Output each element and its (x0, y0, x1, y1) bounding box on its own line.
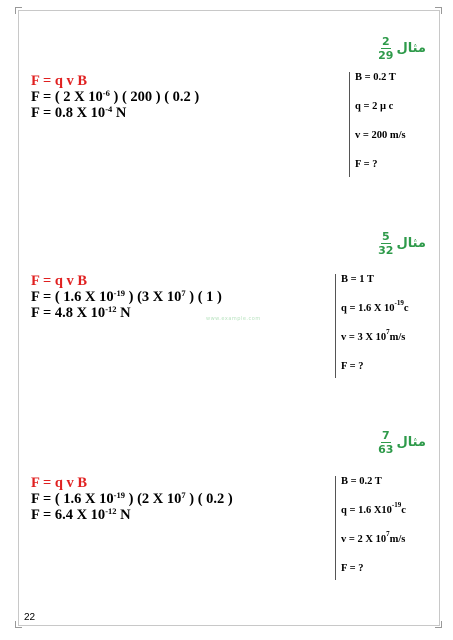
example-1-heading: $\frac{2}{29}$ مثال (378, 35, 426, 62)
formula-line: F = q v B (31, 73, 88, 89)
given-f: F = ? (341, 563, 364, 574)
example-1-given (349, 72, 406, 177)
given-v: v = 3 X 10 7 m/s (341, 328, 406, 343)
given-b: B = 0.2 T (355, 72, 396, 83)
example-2-solution (31, 273, 222, 321)
given-b: B = 1 T (341, 274, 374, 285)
given-v: v = 200 m/s (355, 130, 406, 141)
example-3-given (335, 476, 406, 580)
substitution-line: F = ( 2 X $10^{-6}$ ) ( 200 ) ( 0.2 ) (31, 88, 200, 105)
substitution-line: F = ( 1.6 X $10^{-19}$ ) (3 X $10^7$ ) ( 1 ) (31, 288, 222, 305)
example-1-solution (31, 73, 199, 121)
example-1-number: $\frac{2}{29}$ (378, 35, 394, 62)
page-number: 22 (24, 612, 36, 623)
result-line: F = 6.4 X $10^{-12}$ N (31, 506, 131, 523)
given-q: q = 1.6 X10 -19 c (341, 501, 406, 516)
example-2-given (335, 274, 409, 378)
result-line: F = 0.8 X $10^{-4}$ N (31, 104, 127, 121)
corner-mark (435, 621, 442, 628)
given-q: q = 2 µ c (355, 101, 394, 112)
corner-mark (435, 7, 442, 14)
corner-mark (15, 7, 22, 14)
given-f: F = ? (355, 159, 378, 170)
example-3-number: $\frac{7}{63}$ (378, 429, 394, 456)
substitution-line: F = ( 1.6 X $10^{-19}$ ) (2 X $10^7$ ) ( 0.2 ) (31, 490, 233, 507)
formula-line: F = q v B (31, 273, 88, 289)
result-line: F = 4.8 X $10^{-12}$ N (31, 304, 131, 321)
example-3-heading: $\frac{7}{63}$ مثال (378, 429, 426, 456)
given-b: B = 0.2 T (341, 476, 382, 487)
given-f: F = ? (341, 361, 364, 372)
given-v: v = 2 X 10 7 m/s (341, 530, 406, 545)
example-2-heading: $\frac{5}{32}$ مثال (378, 230, 426, 257)
watermark: www.example.com (206, 316, 261, 322)
corner-mark (15, 621, 22, 628)
example-2-number: $\frac{5}{32}$ (378, 230, 394, 257)
formula-line: F = q v B (31, 475, 88, 491)
given-q: q = 1.6 X 10 -19 c (341, 299, 409, 314)
example-3-solution (31, 475, 233, 523)
